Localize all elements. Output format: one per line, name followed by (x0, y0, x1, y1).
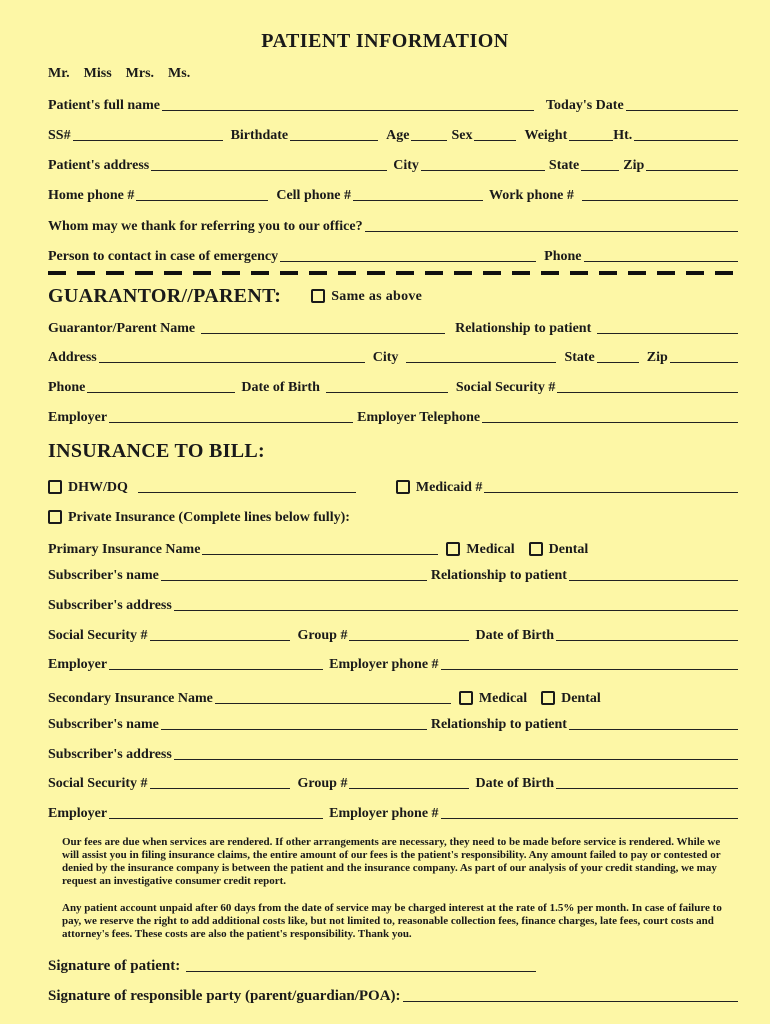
primary-subscriber-address-row (48, 594, 738, 614)
patient-signature-row (48, 955, 738, 975)
ssn-field[interactable] (73, 139, 223, 141)
secondary-subscriber-address-field[interactable] (174, 758, 738, 760)
primary-medical-label: Medical (466, 542, 515, 557)
guarantor-name-row (48, 317, 738, 337)
primary-dob-field[interactable] (556, 639, 738, 641)
secondary-employer-row (48, 802, 738, 822)
secondary-ssn-row (48, 772, 738, 792)
primary-subscriber-name-field[interactable] (161, 579, 427, 581)
patient-address-field[interactable] (151, 169, 387, 171)
primary-subscriber-address-label: Subscriber's address (48, 598, 172, 613)
emergency-contact-label: Person to contact in case of emergency (48, 249, 279, 264)
secondary-dental-label: Dental (561, 691, 601, 706)
primary-employer-row (48, 653, 738, 673)
secondary-dob-field[interactable] (556, 787, 738, 789)
responsible-signature-label: Signature of responsible party (parent/guardian/POA): (48, 988, 401, 1004)
todays-date-label: Today's Date (546, 98, 624, 113)
medicaid-field[interactable] (484, 491, 738, 493)
todays-date-field[interactable] (626, 109, 738, 111)
secondary-medical-label: Medical (478, 691, 528, 706)
primary-employer-phone-label: Employer phone # (329, 657, 439, 672)
emergency-phone-label: Phone (544, 249, 582, 264)
private-insurance-row (48, 506, 738, 526)
same-as-above-label: Same as above (331, 288, 423, 304)
insurance-heading: INSURANCE TO BILL: (48, 440, 265, 462)
medicaid-label: Medicaid # (415, 480, 483, 495)
guarantor-employer-field[interactable] (109, 421, 353, 423)
secondary-subscriber-name-field[interactable] (161, 728, 427, 730)
guarantor-relationship-label: Relationship to patient (455, 321, 592, 336)
weight-field[interactable] (569, 139, 613, 141)
cell-phone-label: Cell phone # (276, 188, 352, 203)
primary-relationship-label: Relationship to patient (430, 568, 567, 583)
patient-phone-row (48, 184, 738, 204)
primary-insurance-name-label: Primary Insurance Name (48, 542, 201, 557)
primary-insurance-name-field[interactable] (202, 553, 438, 555)
private-insurance-checkbox[interactable] (48, 510, 62, 524)
secondary-ssn-label: Social Security # (48, 776, 148, 791)
height-field[interactable] (634, 139, 738, 141)
guarantor-state-field[interactable] (597, 361, 639, 363)
secondary-relationship-field[interactable] (569, 728, 738, 730)
secondary-subscriber-row (48, 713, 738, 733)
patient-state-label: State (548, 158, 580, 173)
fees-notice: Our fees are due when services are rendered. If other arrangements are necessary, they need to be made before service is rendered. While we will assist you in filing insurance claims, the entire amount of our fees is the patient's responsibility. Any amount failed to pay or contested or denied by the insurance company is between the patient and the insurance company. As part of our analysis of your credit standing, we may request an investigative consumer credit report. (62, 836, 721, 887)
guarantor-phone-field[interactable] (87, 391, 235, 393)
guarantor-name-label: Guarantor/Parent Name (48, 321, 196, 336)
salutation-row (48, 62, 738, 82)
guarantor-employer-label: Employer (48, 410, 108, 425)
guarantor-city-field[interactable] (406, 361, 556, 363)
secondary-ssn-field[interactable] (150, 787, 290, 789)
secondary-insurance-row (48, 687, 738, 707)
guarantor-phone-label: Phone (48, 380, 86, 395)
secondary-medical-checkbox[interactable] (459, 691, 473, 705)
guarantor-heading-row (48, 285, 422, 308)
form-title: PATIENT INFORMATION (261, 30, 509, 52)
patient-signature-field[interactable] (186, 970, 536, 972)
sex-label: Sex (451, 128, 473, 143)
section-divider (48, 271, 738, 275)
patient-full-name-field[interactable] (162, 109, 534, 111)
primary-employer-label: Employer (48, 657, 108, 672)
late-payment-notice: Any patient account unpaid after 60 days from the date of service may be charged interest at the rate of 1.5% per month. In case of failure to pay, we reserve the right to add additional costs like, but not limited to, reasonable collection fees, finance charges, late fees, court costs and attorney's fees. These costs are also the patient's responsibility. Thank you. (62, 902, 722, 940)
salutation-mrs[interactable]: Mrs. (125, 66, 155, 81)
patient-full-name-label: Patient's full name (48, 98, 160, 113)
home-phone-label: Home phone # (48, 188, 135, 203)
guarantor-relationship-field[interactable] (597, 332, 738, 334)
patient-zip-field[interactable] (646, 169, 738, 171)
secondary-subscriber-address-row (48, 743, 738, 763)
primary-subscriber-address-field[interactable] (174, 609, 738, 611)
height-label: Ht. (613, 128, 633, 143)
patient-city-label: City (393, 158, 419, 173)
secondary-subscriber-address-label: Subscriber's address (48, 747, 172, 762)
guarantor-ssn-field[interactable] (557, 391, 738, 393)
referral-row (48, 215, 738, 235)
guarantor-address-row (48, 346, 738, 366)
responsible-signature-row (48, 985, 738, 1005)
insurance-type-row (48, 476, 738, 496)
dhw-checkbox[interactable] (48, 480, 62, 494)
patient-city-field[interactable] (421, 169, 545, 171)
guarantor-heading: GUARANTOR//PARENT: (48, 285, 282, 307)
salutation-mr[interactable]: Mr. (48, 66, 70, 81)
primary-employer-phone-field[interactable] (441, 668, 738, 670)
birthdate-label: Birthdate (230, 128, 289, 143)
ssn-label: SS# (48, 128, 71, 143)
patient-demographics-row (48, 124, 738, 144)
primary-medical-checkbox[interactable] (446, 542, 460, 556)
secondary-employer-field[interactable] (109, 817, 323, 819)
patient-state-field[interactable] (581, 169, 619, 171)
guarantor-address-field[interactable] (99, 361, 365, 363)
guarantor-zip-label: Zip (646, 350, 668, 365)
primary-employer-field[interactable] (109, 668, 323, 670)
patient-signature-label: Signature of patient: (48, 958, 181, 974)
patient-address-row (48, 154, 738, 174)
secondary-group-field[interactable] (349, 787, 469, 789)
guarantor-employer-phone-label: Employer Telephone (357, 410, 481, 425)
same-as-above-checkbox[interactable] (311, 289, 325, 303)
primary-group-field[interactable] (349, 639, 469, 641)
guarantor-employer-phone-field[interactable] (482, 421, 738, 423)
guarantor-name-field[interactable] (201, 332, 445, 334)
weight-label: Weight (524, 128, 568, 143)
guarantor-address-label: Address (48, 350, 97, 365)
dhw-field[interactable] (138, 491, 356, 493)
sex-field[interactable] (474, 139, 516, 141)
secondary-insurance-name-field[interactable] (215, 702, 451, 704)
guarantor-ssn-label: Social Security # (455, 380, 556, 395)
home-phone-field[interactable] (136, 199, 268, 201)
referral-label: Whom may we thank for referring you to our office? (48, 219, 363, 234)
primary-ssn-label: Social Security # (48, 628, 148, 643)
work-phone-field[interactable] (582, 199, 738, 201)
guarantor-zip-field[interactable] (670, 361, 738, 363)
primary-dental-checkbox[interactable] (529, 542, 543, 556)
patient-zip-label: Zip (623, 158, 645, 173)
secondary-employer-label: Employer (48, 806, 108, 821)
age-field[interactable] (411, 139, 447, 141)
guarantor-dob-label: Date of Birth (241, 380, 320, 395)
secondary-employer-phone-field[interactable] (441, 817, 738, 819)
primary-subscriber-name-label: Subscriber's name (48, 568, 159, 583)
guarantor-dob-field[interactable] (326, 391, 448, 393)
medicaid-checkbox[interactable] (396, 480, 410, 494)
secondary-insurance-name-label: Secondary Insurance Name (48, 691, 213, 706)
responsible-signature-field[interactable] (403, 1000, 738, 1002)
salutation-miss[interactable]: Miss (83, 66, 112, 81)
primary-ssn-row (48, 624, 738, 644)
guarantor-employer-row (48, 406, 738, 426)
cell-phone-field[interactable] (353, 199, 483, 201)
secondary-dob-label: Date of Birth (475, 776, 555, 791)
emergency-contact-field[interactable] (280, 260, 536, 262)
patient-address-label: Patient's address (48, 158, 150, 173)
secondary-dental-checkbox[interactable] (541, 691, 555, 705)
patient-name-row (48, 94, 738, 114)
primary-relationship-field[interactable] (569, 579, 738, 581)
secondary-subscriber-name-label: Subscriber's name (48, 717, 159, 732)
private-insurance-label: Private Insurance (Complete lines below fully): (68, 510, 350, 525)
primary-insurance-row (48, 538, 738, 558)
referral-field[interactable] (365, 230, 738, 232)
secondary-employer-phone-label: Employer phone # (329, 806, 439, 821)
emergency-phone-field[interactable] (584, 260, 739, 262)
secondary-group-label: Group # (297, 776, 348, 791)
primary-ssn-field[interactable] (150, 639, 290, 641)
primary-dental-label: Dental (548, 542, 589, 557)
dhw-label: DHW/DQ (68, 480, 128, 495)
guarantor-city-label: City (372, 350, 399, 365)
age-label: Age (386, 128, 410, 143)
guarantor-phone-row (48, 376, 738, 396)
salutation-ms[interactable]: Ms. (168, 66, 191, 81)
work-phone-label: Work phone # (489, 188, 574, 203)
secondary-relationship-label: Relationship to patient (430, 717, 567, 732)
birthdate-field[interactable] (290, 139, 378, 141)
primary-dob-label: Date of Birth (475, 628, 555, 643)
guarantor-state-label: State (564, 350, 595, 365)
primary-subscriber-row (48, 564, 738, 584)
emergency-contact-row (48, 245, 738, 265)
primary-group-label: Group # (297, 628, 348, 643)
